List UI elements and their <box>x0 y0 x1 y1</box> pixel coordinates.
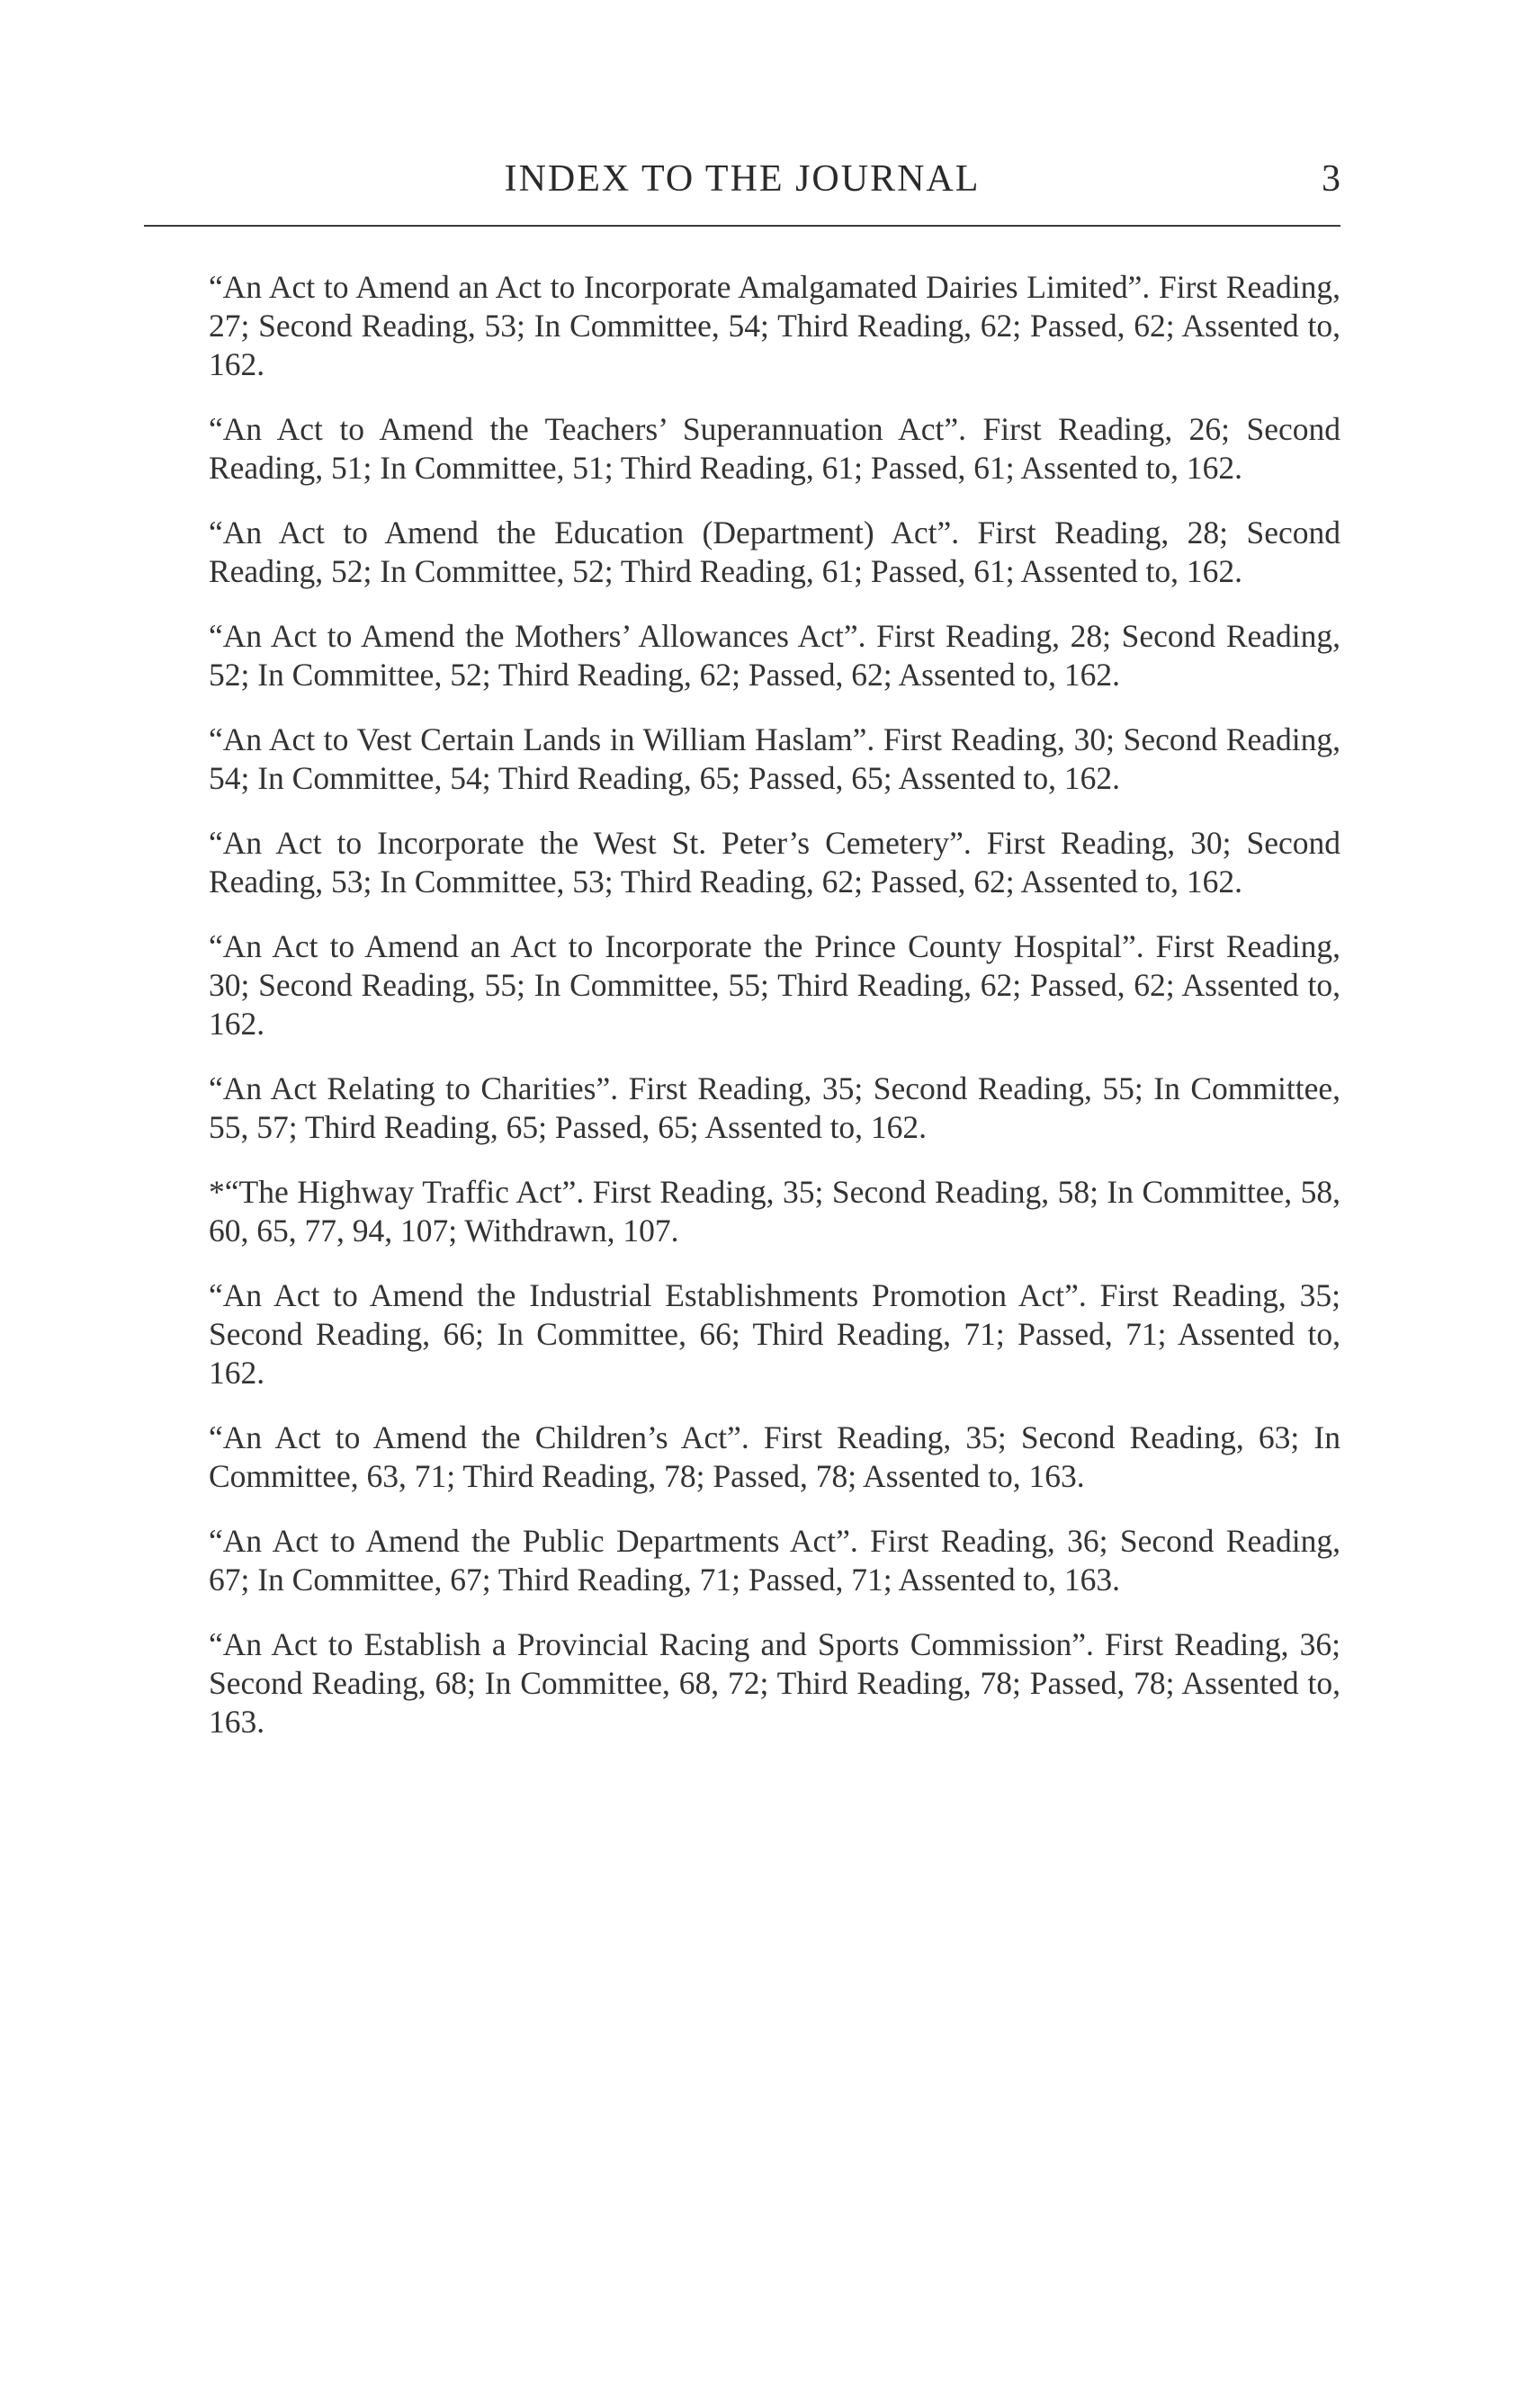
index-entry: “An Act to Amend the Teachers’ Superannuation Act”. First Reading, 26; Second Reading, 51; In Committee, 51; Third Reading, 61; Passed, 61; Assented to, 162. <box>209 411 1340 486</box>
index-entry: “An Act to Establish a Provincial Racing and Sports Commission”. First Reading, 36; Second Reading, 68; In Committee, 68, 72; Third Reading, 78; Passed, 78; Assented to, 163. <box>209 1626 1340 1740</box>
index-entry: “An Act to Amend the Industrial Establishments Promotion Act”. First Reading, 35; Second Reading, 66; In Committee, 66; Third Reading, 71; Passed, 71; Assented to, 162. <box>209 1277 1340 1391</box>
index-entry: “An Act to Vest Certain Lands in William Haslam”. First Reading, 30; Second Reading, 54; In Committee, 54; Third Reading, 65; Passed, 65; Assented to, 162. <box>209 721 1340 796</box>
index-entry: “An Act to Amend an Act to Incorporate Amalgamated Dairies Limited”. First Reading, 27; Second Reading, 53; In Committee, 54; Third Reading, 62; Passed, 62; Assented to, 162. <box>209 269 1340 382</box>
header-rule <box>144 225 1340 227</box>
index-entry: “An Act to Amend the Public Departments Act”. First Reading, 36; Second Reading, 67; In Committee, 67; Third Reading, 71; Passed, 71; Assented to, 163. <box>209 1523 1340 1598</box>
running-title: INDEX TO THE JOURNAL <box>504 158 981 200</box>
index-entry: “An Act Relating to Charities”. First Reading, 35; Second Reading, 55; In Committee, 55, 57; Third Reading, 65; Passed, 65; Assented to, 162. <box>209 1070 1340 1145</box>
index-entries <box>209 268 1340 1768</box>
index-entry: “An Act to Amend an Act to Incorporate the Prince County Hospital”. First Reading, 30; Second Reading, 55; In Committee, 55; Third Reading, 62; Passed, 62; Assented to, 162. <box>209 928 1340 1042</box>
index-entry: “An Act to Incorporate the West St. Peter’s Cemetery”. First Reading, 30; Second Reading, 53; In Committee, 53; Third Reading, 62; Passed, 62; Assented to, 162. <box>209 825 1340 900</box>
index-entry: “An Act to Amend the Mothers’ Allowances Act”. First Reading, 28; Second Reading, 52; In Committee, 52; Third Reading, 62; Passed, 62; Assented to, 162. <box>209 618 1340 693</box>
page-number: 3 <box>1322 158 1340 200</box>
index-entry: “An Act to Amend the Children’s Act”. First Reading, 35; Second Reading, 63; In Committee, 63, 71; Third Reading, 78; Passed, 78; Assented to, 163. <box>209 1419 1340 1494</box>
running-head <box>144 151 1340 207</box>
index-entry: *“The Highway Traffic Act”. First Reading, 35; Second Reading, 58; In Committee, 58, 60, 65, 77, 94, 107; Withdrawn, 107. <box>209 1174 1340 1249</box>
index-entry: “An Act to Amend the Education (Department) Act”. First Reading, 28; Second Reading, 52; In Committee, 52; Third Reading, 61; Passed, 61; Assented to, 162. <box>209 515 1340 589</box>
